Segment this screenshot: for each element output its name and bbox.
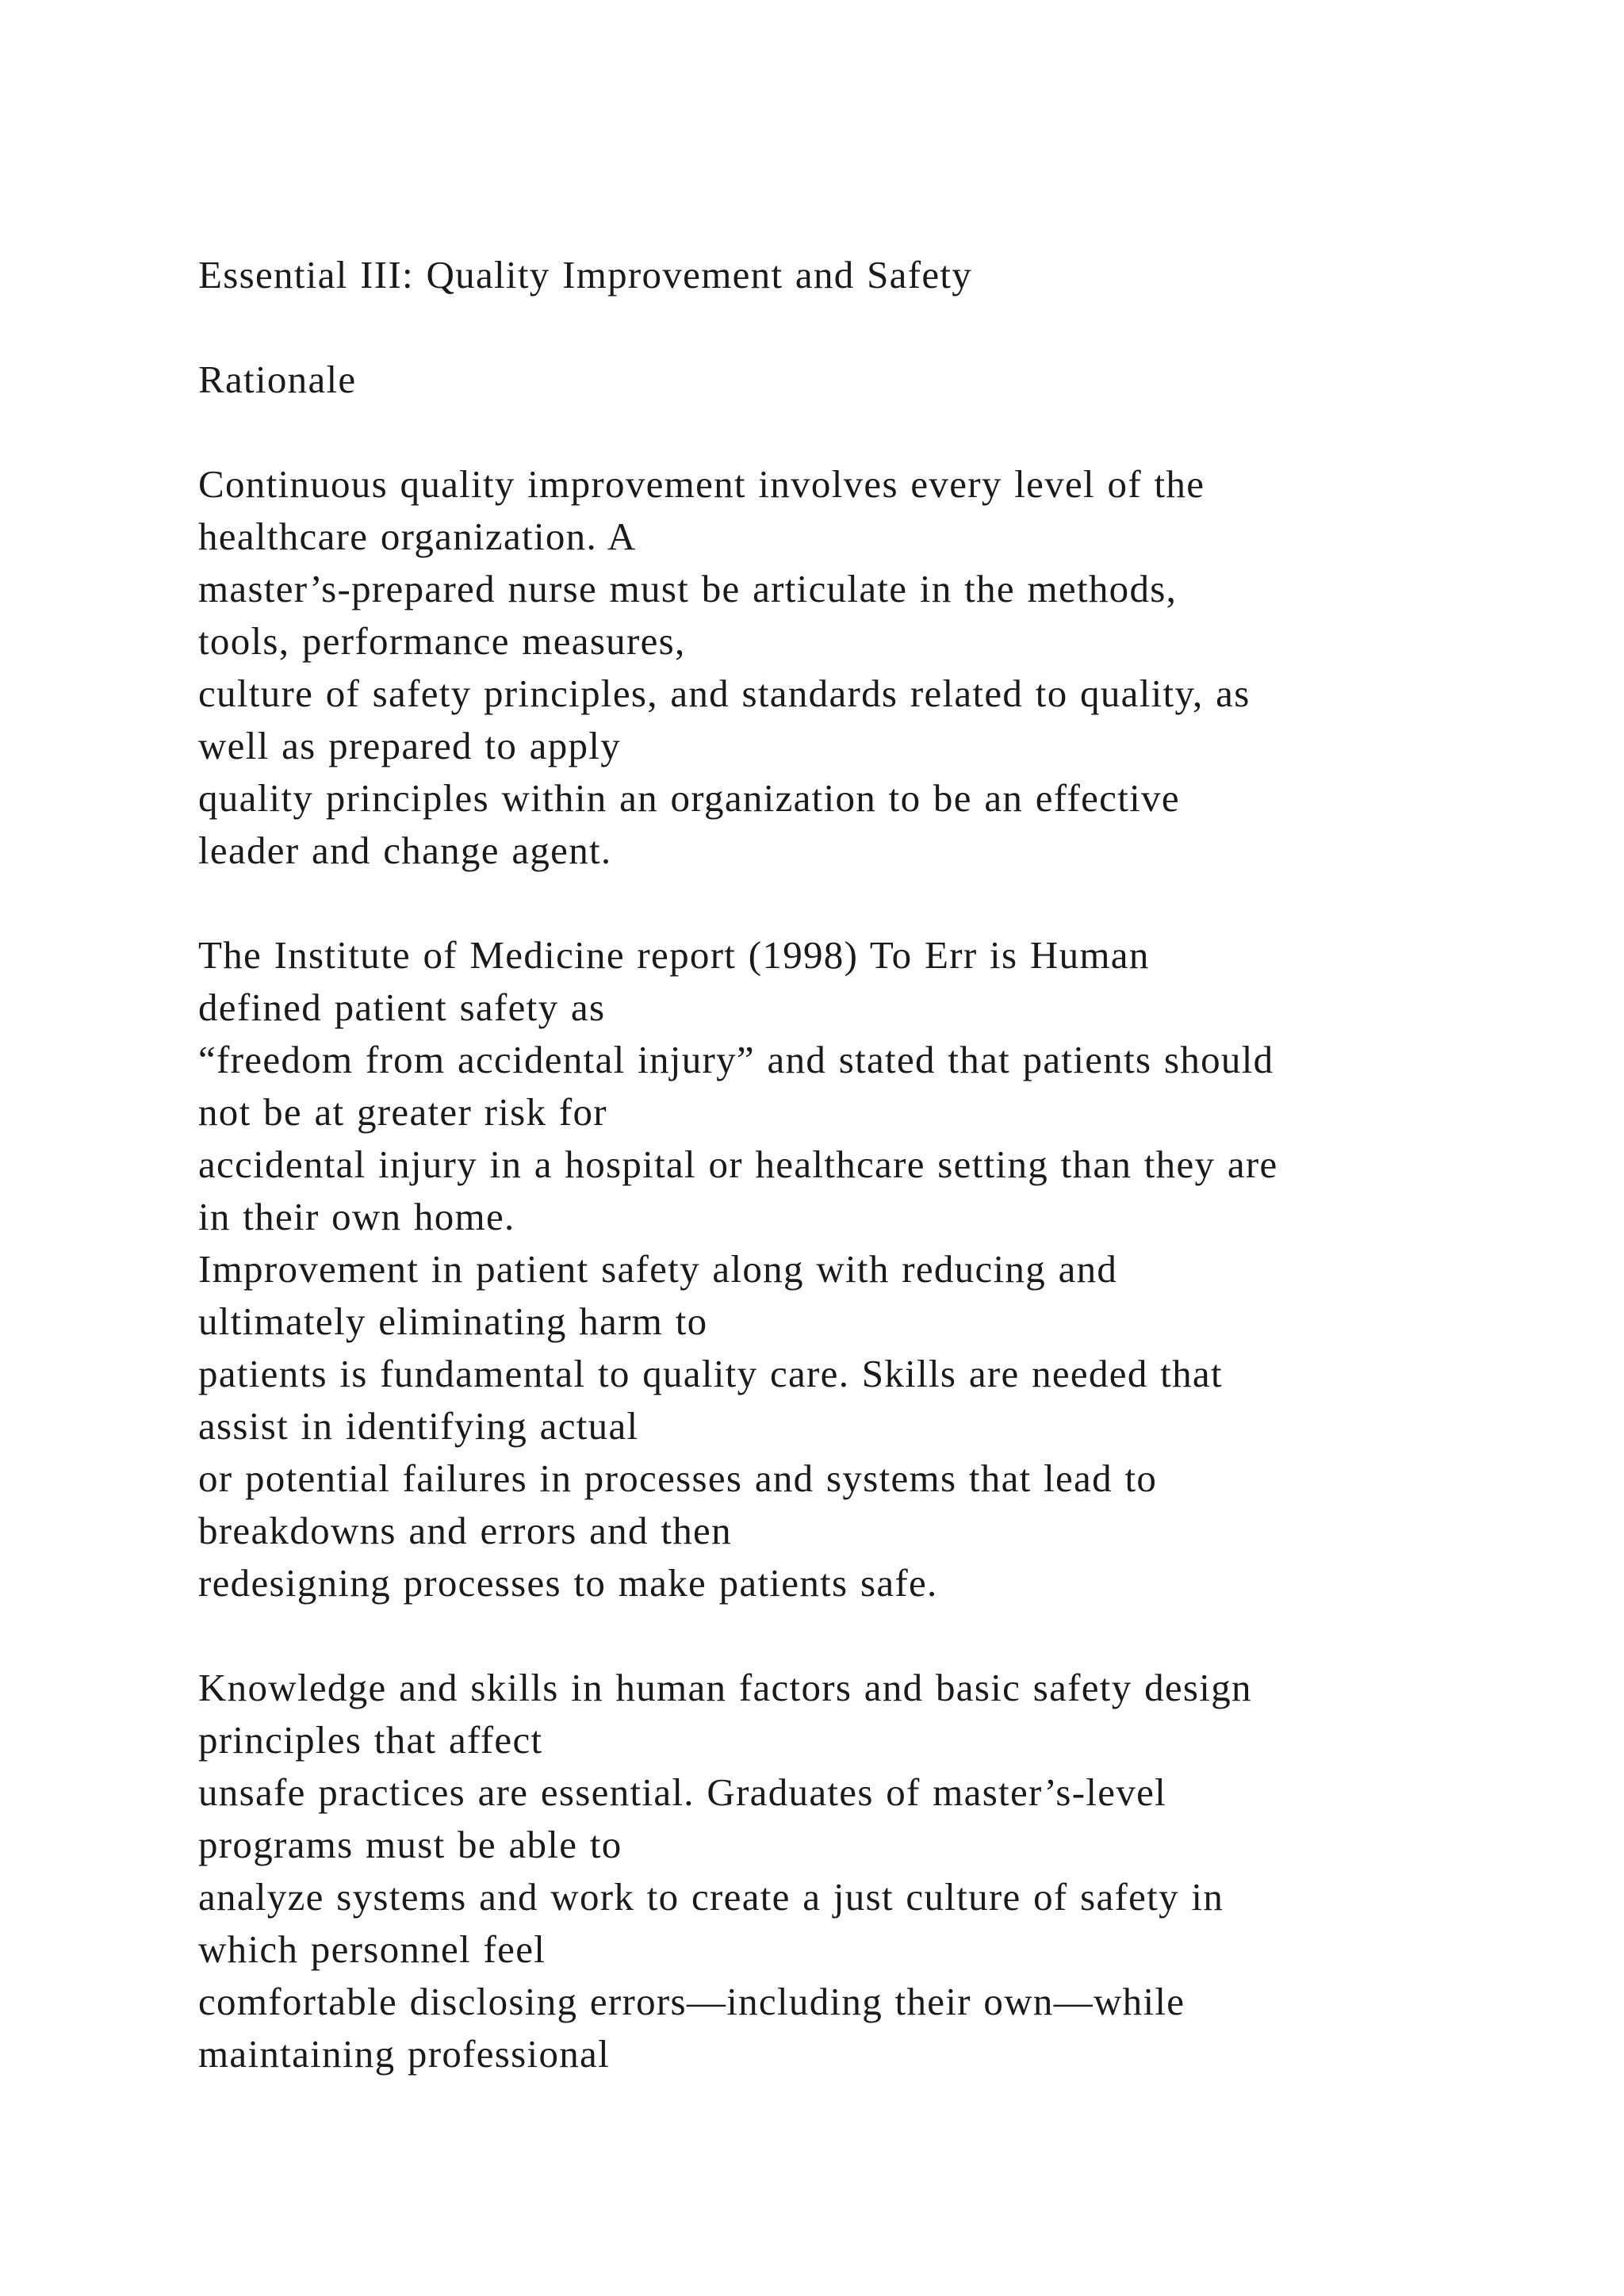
text-line: accidental injury in a hospital or healthcare setting than they are [198, 1142, 1278, 1186]
text-line: principles that affect [198, 1718, 543, 1762]
text-line: or potential failures in processes and systems that lead to [198, 1456, 1158, 1500]
text-line: maintaining professional [198, 2032, 611, 2076]
text-line: “freedom from accidental injury” and stated that patients should [198, 1038, 1274, 1081]
document-body [198, 249, 1546, 2080]
text-line: healthcare organization. A [198, 515, 637, 558]
spacer [198, 877, 1546, 929]
text-line: The Institute of Medicine report (1998) To Err is Human [198, 933, 1150, 977]
text-line: patients is fundamental to quality care. Skills are needed that [198, 1352, 1223, 1395]
text-line: Knowledge and skills in human factors and basic safety design [198, 1666, 1252, 1709]
spacer [198, 406, 1546, 458]
text-line: tools, performance measures, [198, 619, 686, 663]
text-line: assist in identifying actual [198, 1404, 639, 1448]
text-line: programs must be able to [198, 1823, 622, 1866]
text-line: in their own home. [198, 1195, 515, 1238]
text-line: culture of safety principles, and standards related to quality, as [198, 672, 1251, 715]
text-line: master’s-prepared nurse must be articulate in the methods, [198, 567, 1178, 610]
text-line: leader and change agent. [198, 828, 612, 872]
text-line: not be at greater risk for [198, 1090, 607, 1134]
spacer [198, 301, 1546, 354]
text-line: Improvement in patient safety along with reducing and [198, 1247, 1118, 1291]
paragraph-2 [198, 929, 1546, 1609]
text-line: redesigning processes to make patients safe. [198, 1561, 938, 1605]
paragraph-1 [198, 458, 1546, 877]
document-title: Essential III: Quality Improvement and Safety [198, 253, 973, 297]
text-line: comfortable disclosing errors—including their own—while [198, 1980, 1185, 2023]
text-line: ultimately eliminating harm to [198, 1299, 708, 1343]
section-heading: Rationale [198, 358, 357, 401]
text-line: defined patient safety as [198, 985, 606, 1029]
spacer [198, 1609, 1546, 1662]
text-line: unsafe practices are essential. Graduates of master’s-level [198, 1770, 1167, 1814]
text-line: quality principles within an organization to be an effective [198, 776, 1180, 820]
text-line: well as prepared to apply [198, 724, 622, 767]
paragraph-3 [198, 1662, 1546, 2080]
text-line: analyze systems and work to create a just culture of safety in [198, 1875, 1224, 1919]
text-line: Continuous quality improvement involves every level of the [198, 462, 1205, 506]
text-line: breakdowns and errors and then [198, 1509, 732, 1552]
text-line: which personnel feel [198, 1927, 546, 1971]
